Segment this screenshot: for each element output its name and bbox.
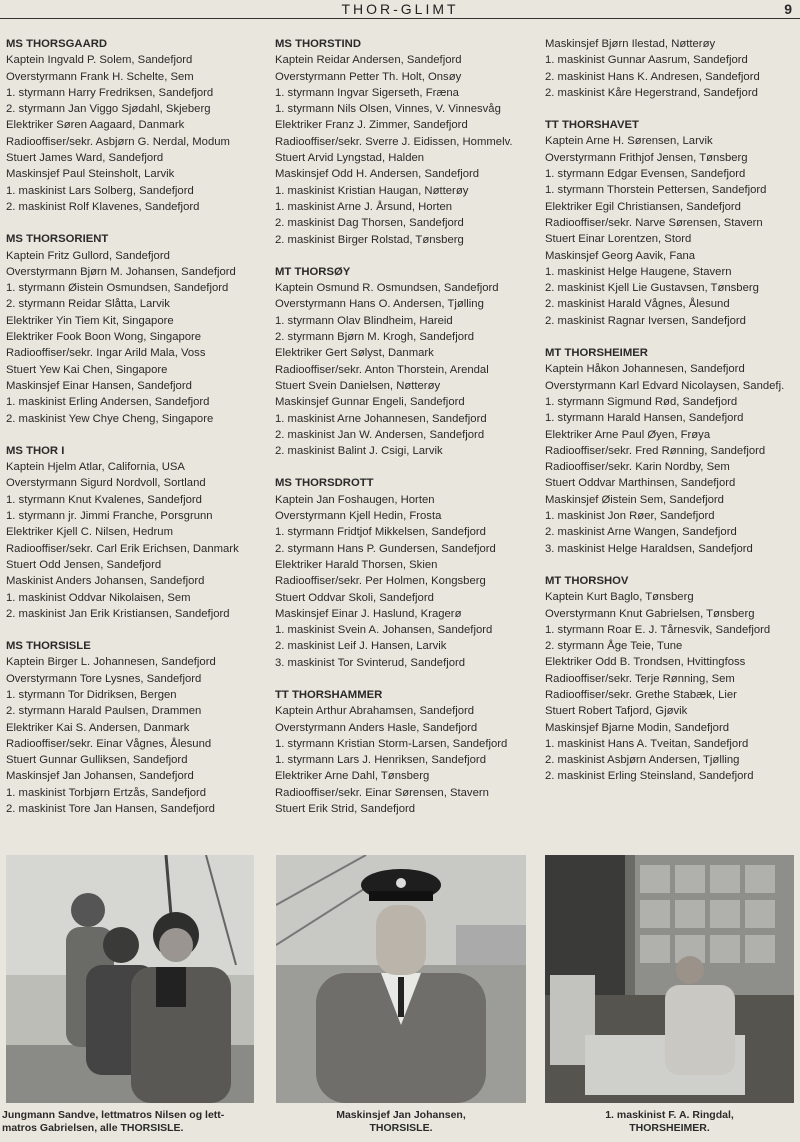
crew-line: 2. styrmann Åge Teie, Tune	[545, 640, 683, 653]
crew-column-2	[275, 36, 537, 817]
ship-name: TT THORSHAMMER	[275, 688, 383, 701]
crew-line: 2. styrmann Hans P. Gundersen, Sandefjord	[275, 542, 496, 555]
crew-line: Maskinsjef Einar Hansen, Sandefjord	[6, 379, 192, 392]
page-number: 9	[784, 1, 792, 17]
crew-line: Elektriker Franz J. Zimmer, Sandefjord	[275, 119, 468, 132]
crew-line: Maskinist Anders Johansen, Sandefjord	[6, 575, 205, 588]
crew-line: Overstyrmann Karl Edvard Nicolaysen, Sandefj.	[545, 379, 785, 392]
crew-line: Radiooffiser/sekr. Asbjørn G. Nerdal, Modum	[6, 135, 230, 148]
crew-line: 1. styrmann Harry Fredriksen, Sandefjord	[6, 86, 214, 99]
crew-line: Kaptein Osmund R. Osmundsen, Sandefjord	[275, 282, 499, 295]
crew-line: Radiooffiser/sekr. Fred Rønning, Sandefjord	[545, 444, 766, 457]
crew-line: 1. styrmann Harald Hansen, Sandefjord	[545, 412, 744, 425]
header-rule	[0, 18, 800, 19]
crew-line: Radiooffiser/sekr. Narve Sørensen, Stavern	[545, 216, 763, 229]
crew-line: Stuert Arvid Lyngstad, Halden	[275, 152, 425, 165]
crew-line: 1. maskinist Svein A. Johansen, Sandefjord	[275, 624, 493, 637]
crew-line: Elektriker Gert Sølyst, Danmark	[275, 347, 434, 360]
crew-line: Kaptein Jan Foshaugen, Horten	[275, 493, 435, 506]
crew-line: 1. maskinist Jon Røer, Sandefjord	[545, 510, 715, 523]
ship-section	[6, 443, 268, 622]
crew-line: Maskinsjef Georg Aavik, Fana	[545, 249, 696, 262]
ship-name: MS THORSORIENT	[6, 233, 109, 246]
crew-line: 2. maskinist Hans K. Andresen, Sandefjord	[545, 70, 760, 83]
crew-line: 2. maskinist Jan Erik Kristiansen, Sandefjord	[6, 607, 230, 620]
crew-line: Radiooffiser/sekr. Karin Nordby, Sem	[545, 461, 730, 474]
crew-line: 1. maskinist Gunnar Aasrum, Sandefjord	[545, 54, 748, 67]
crew-line: Radiooffiser/sekr. Carl Erik Erichsen, Danmark	[6, 542, 239, 555]
crew-line: Kaptein Fritz Gullord, Sandefjord	[6, 249, 170, 262]
crew-line: Kaptein Kurt Baglo, Tønsberg	[545, 591, 694, 604]
crew-line: Elektriker Odd B. Trondsen, Hvittingfoss	[545, 656, 746, 669]
page-header	[0, 0, 800, 18]
crew-line: Overstyrmann Hans O. Andersen, Tjølling	[275, 298, 484, 311]
crew-line: Radiooffiser/sekr. Ingar Arild Mala, Voss	[6, 347, 206, 360]
crew-line: 1. styrmann Nils Olsen, Vinnes, V. Vinnesvåg	[275, 103, 501, 116]
crew-column-1	[6, 36, 268, 817]
crew-line: Elektriker Arne Dahl, Tønsberg	[275, 770, 430, 783]
ship-section	[545, 117, 797, 329]
crew-line: 2. maskinist Ragnar Iversen, Sandefjord	[545, 314, 746, 327]
crew-line: Kaptein Hjelm Atlar, California, USA	[6, 461, 185, 474]
caption-line: matros Gabrielsen, alle THORSISLE.	[2, 1122, 184, 1134]
crew-line: Stuert Odd Jensen, Sandefjord	[6, 558, 162, 571]
crew-line: 1. styrmann Edgar Evensen, Sandefjord	[545, 168, 746, 181]
caption-line: Maskinsjef Jan Johansen,	[336, 1109, 466, 1121]
crew-line: 2. styrmann Bjørn M. Krogh, Sandefjord	[275, 331, 475, 344]
crew-line: 2. maskinist Arne Wangen, Sandefjord	[545, 526, 737, 539]
ship-section	[275, 36, 537, 248]
crew-line: Overstyrmann Frank H. Schelte, Sem	[6, 70, 194, 83]
crew-line: Radiooffiser/sekr. Einar Sørensen, Stavern	[275, 786, 489, 799]
crew-line: Radiooffiser/sekr. Sverre J. Eidissen, Hommelv.	[275, 135, 513, 148]
ship-section	[275, 687, 537, 817]
crew-line: 2. maskinist Asbjørn Andersen, Tjølling	[545, 754, 740, 767]
crew-line: Radiooffiser/sekr. Terje Rønning, Sem	[545, 672, 735, 685]
ship-name: MT THORSØY	[275, 265, 351, 278]
crew-line: 2. maskinist Dag Thorsen, Sandefjord	[275, 217, 464, 230]
crew-line: 2. maskinist Balint J. Csigi, Larvik	[275, 445, 443, 458]
crew-line: Maskinsjef Paul Steinsholt, Larvik	[6, 168, 175, 181]
crew-line: 2. maskinist Birger Rolstad, Tønsberg	[275, 233, 464, 246]
crew-line: Overstyrmann Tore Lysnes, Sandefjord	[6, 672, 202, 685]
crew-line: 2. maskinist Kåre Hegerstrand, Sandefjord	[545, 86, 758, 99]
crew-line: Overstyrmann Knut Gabrielsen, Tønsberg	[545, 607, 755, 620]
crew-line: 2. styrmann Reidar Slåtta, Larvik	[6, 298, 170, 311]
crew-line: Overstyrmann Frithjof Jensen, Tønsberg	[545, 151, 748, 164]
crew-line: Stuert Gunnar Gulliksen, Sandefjord	[6, 754, 188, 767]
photo-sailors	[6, 855, 254, 1103]
crew-line: Stuert Yew Kai Chen, Singapore	[6, 363, 168, 376]
crew-line: Radiooffiser/sekr. Per Holmen, Kongsberg	[275, 575, 486, 588]
crew-line: Maskinsjef Bjørn Ilestad, Nøtterøy	[545, 38, 716, 50]
crew-line: Maskinsjef Gunnar Engeli, Sandefjord	[275, 396, 465, 409]
crew-line: Maskinsjef Øistein Sem, Sandefjord	[545, 493, 724, 506]
crew-line: 3. maskinist Helge Haraldsen, Sandefjord	[545, 542, 753, 555]
crew-line: Stuert Erik Strid, Sandefjord	[275, 803, 416, 816]
crew-line: 1. styrmann jr. Jimmi Franche, Porsgrunn	[6, 510, 213, 523]
crew-line: Elektriker Kjell C. Nilsen, Hedrum	[6, 526, 173, 539]
crew-line: Overstyrmann Kjell Hedin, Frosta	[275, 510, 442, 523]
ship-name: MS THORSTIND	[275, 38, 361, 50]
crew-line: 1. styrmann Ingvar Sigerseth, Fræna	[275, 86, 459, 99]
ship-name: MS THORSISLE	[6, 640, 91, 653]
crew-line: 2. maskinist Kjell Lie Gustavsen, Tønsberg	[545, 282, 759, 295]
crew-line: Overstyrmann Sigurd Nordvoll, Sortland	[6, 477, 206, 490]
crew-line: Overstyrmann Petter Th. Holt, Onsøy	[275, 70, 462, 83]
crew-line: Stuert Oddvar Skoli, Sandefjord	[275, 591, 434, 604]
ship-name: MS THOR I	[6, 444, 65, 457]
ship-section	[275, 475, 537, 671]
crew-line: Elektriker Egil Christiansen, Sandefjord	[545, 200, 741, 213]
crew-line: 1. maskinist Arne J. Årsund, Horten	[275, 200, 453, 213]
photo-engine-room	[545, 855, 794, 1103]
crew-line: Stuert James Ward, Sandefjord	[6, 152, 164, 165]
crew-line: Radiooffiser/sekr. Einar Vågnes, Ålesund	[6, 737, 212, 750]
section-continuation	[545, 36, 797, 101]
crew-line: Maskinsjef Einar J. Haslund, Kragerø	[275, 607, 462, 620]
ship-name: MT THORSHOV	[545, 574, 629, 587]
crew-line: 1. styrmann Lars J. Henriksen, Sandefjord	[275, 754, 486, 767]
crew-line: 2. maskinist Tore Jan Hansen, Sandefjord	[6, 803, 215, 816]
photo-caption-1	[2, 1109, 264, 1135]
crew-line: 2. styrmann Harald Paulsen, Drammen	[6, 705, 202, 718]
caption-line: THORSISLE.	[369, 1122, 433, 1134]
crew-line: 2. maskinist Erling Steinsland, Sandefjord	[545, 770, 754, 783]
crew-line: Stuert Einar Lorentzen, Stord	[545, 233, 692, 246]
photo-caption-3	[545, 1109, 794, 1135]
crew-line: 1. maskinist Helge Haugene, Stavern	[545, 265, 732, 278]
crew-line: 1. styrmann Tor Didriksen, Bergen	[6, 688, 177, 701]
ship-section	[545, 573, 797, 785]
magazine-title: THOR-GLIMT	[341, 1, 459, 17]
crew-line: Kaptein Reidar Andersen, Sandefjord	[275, 54, 462, 67]
crew-line: Kaptein Birger L. Johannesen, Sandefjord	[6, 656, 216, 669]
caption-line: 1. maskinist F. A. Ringdal,	[605, 1109, 734, 1121]
crew-line: Kaptein Arne H. Sørensen, Larvik	[545, 135, 713, 148]
crew-line: Maskinsjef Jan Johansen, Sandefjord	[6, 770, 194, 783]
crew-line: Elektriker Søren Aagaard, Danmark	[6, 119, 185, 132]
crew-line: 2. maskinist Jan W. Andersen, Sandefjord	[275, 428, 485, 441]
ship-section	[6, 36, 268, 215]
crew-line: 1. maskinist Torbjørn Ertzås, Sandefjord	[6, 786, 207, 799]
crew-line: 1. maskinist Lars Solberg, Sandefjord	[6, 184, 194, 197]
crew-line: Maskinsjef Bjarne Modin, Sandefjord	[545, 721, 729, 734]
crew-line: 1. styrmann Thorstein Pettersen, Sandefjord	[545, 184, 767, 197]
crew-line: 1. styrmann Sigmund Rød, Sandefjord	[545, 395, 738, 408]
crew-line: Overstyrmann Anders Hasle, Sandefjord	[275, 721, 478, 734]
crew-line: 1. styrmann Kristian Storm-Larsen, Sandefjord	[275, 737, 508, 750]
crew-line: 2. maskinist Yew Chye Cheng, Singapore	[6, 412, 214, 425]
photo-chief-engineer	[276, 855, 526, 1103]
crew-line: Overstyrmann Bjørn M. Johansen, Sandefjord	[6, 265, 236, 278]
crew-line: Stuert Svein Danielsen, Nøtterøy	[275, 379, 441, 392]
crew-line: Stuert Oddvar Marthinsen, Sandefjord	[545, 477, 736, 490]
crew-line: 1. styrmann Olav Blindheim, Hareid	[275, 314, 453, 327]
ship-name: MS THORSGAARD	[6, 38, 108, 50]
caption-line: Jungmann Sandve, lettmatros Nilsen og lett-	[2, 1109, 225, 1121]
crew-line: 1. maskinist Hans A. Tveitan, Sandefjord	[545, 737, 749, 750]
crew-column-3	[545, 36, 797, 785]
crew-line: Elektriker Kai S. Andersen, Danmark	[6, 721, 190, 734]
crew-line: Kaptein Ingvald P. Solem, Sandefjord	[6, 54, 193, 67]
crew-line: Elektriker Arne Paul Øyen, Frøya	[545, 428, 711, 441]
crew-line: Kaptein Arthur Abrahamsen, Sandefjord	[275, 705, 475, 718]
crew-line: 1. styrmann Fridtjof Mikkelsen, Sandefjord	[275, 526, 486, 539]
crew-line: Radiooffiser/sekr. Grethe Stabæk, Lier	[545, 688, 737, 701]
ship-section	[6, 231, 268, 427]
crew-line: 3. maskinist Tor Svinterud, Sandefjord	[275, 656, 466, 669]
ship-name: MT THORSHEIMER	[545, 347, 648, 360]
crew-line: Kaptein Håkon Johannesen, Sandefjord	[545, 363, 745, 376]
crew-line: Elektriker Harald Thorsen, Skien	[275, 558, 438, 571]
crew-line: Elektriker Yin Tiem Kit, Singapore	[6, 314, 174, 327]
crew-line: 1. styrmann Knut Kvalenes, Sandefjord	[6, 493, 202, 506]
crew-line: 1. maskinist Arne Johannesen, Sandefjord	[275, 412, 487, 425]
crew-line: 2. maskinist Leif J. Hansen, Larvik	[275, 640, 447, 653]
crew-line: 1. styrmann Roar E. J. Tårnesvik, Sandefjord	[545, 623, 771, 636]
ship-name: TT THORSHAVET	[545, 119, 639, 132]
ship-name: MS THORSDROTT	[275, 477, 374, 490]
crew-line: Stuert Robert Tafjord, Gjøvik	[545, 705, 688, 718]
ship-section	[275, 264, 537, 460]
crew-line: 1. maskinist Erling Andersen, Sandefjord	[6, 396, 210, 409]
crew-line: 1. maskinist Kristian Haugan, Nøtterøy	[275, 184, 469, 197]
ship-section	[545, 345, 797, 557]
photo-caption-2	[276, 1109, 526, 1135]
crew-line: 1. styrmann Øistein Osmundsen, Sandefjord	[6, 282, 229, 295]
caption-line: THORSHEIMER.	[629, 1122, 710, 1134]
crew-line: Radiooffiser/sekr. Anton Thorstein, Arendal	[275, 363, 489, 376]
crew-line: 2. maskinist Rolf Klavenes, Sandefjord	[6, 200, 200, 213]
crew-line: 2. styrmann Jan Viggo Sjødahl, Skjeberg	[6, 103, 211, 116]
crew-line: 1. maskinist Oddvar Nikolaisen, Sem	[6, 591, 191, 604]
ship-section	[6, 638, 268, 817]
crew-line: Maskinsjef Odd H. Andersen, Sandefjord	[275, 168, 480, 181]
crew-line: 2. maskinist Harald Vågnes, Ålesund	[545, 298, 730, 311]
crew-line: Elektriker Fook Boon Wong, Singapore	[6, 331, 202, 344]
